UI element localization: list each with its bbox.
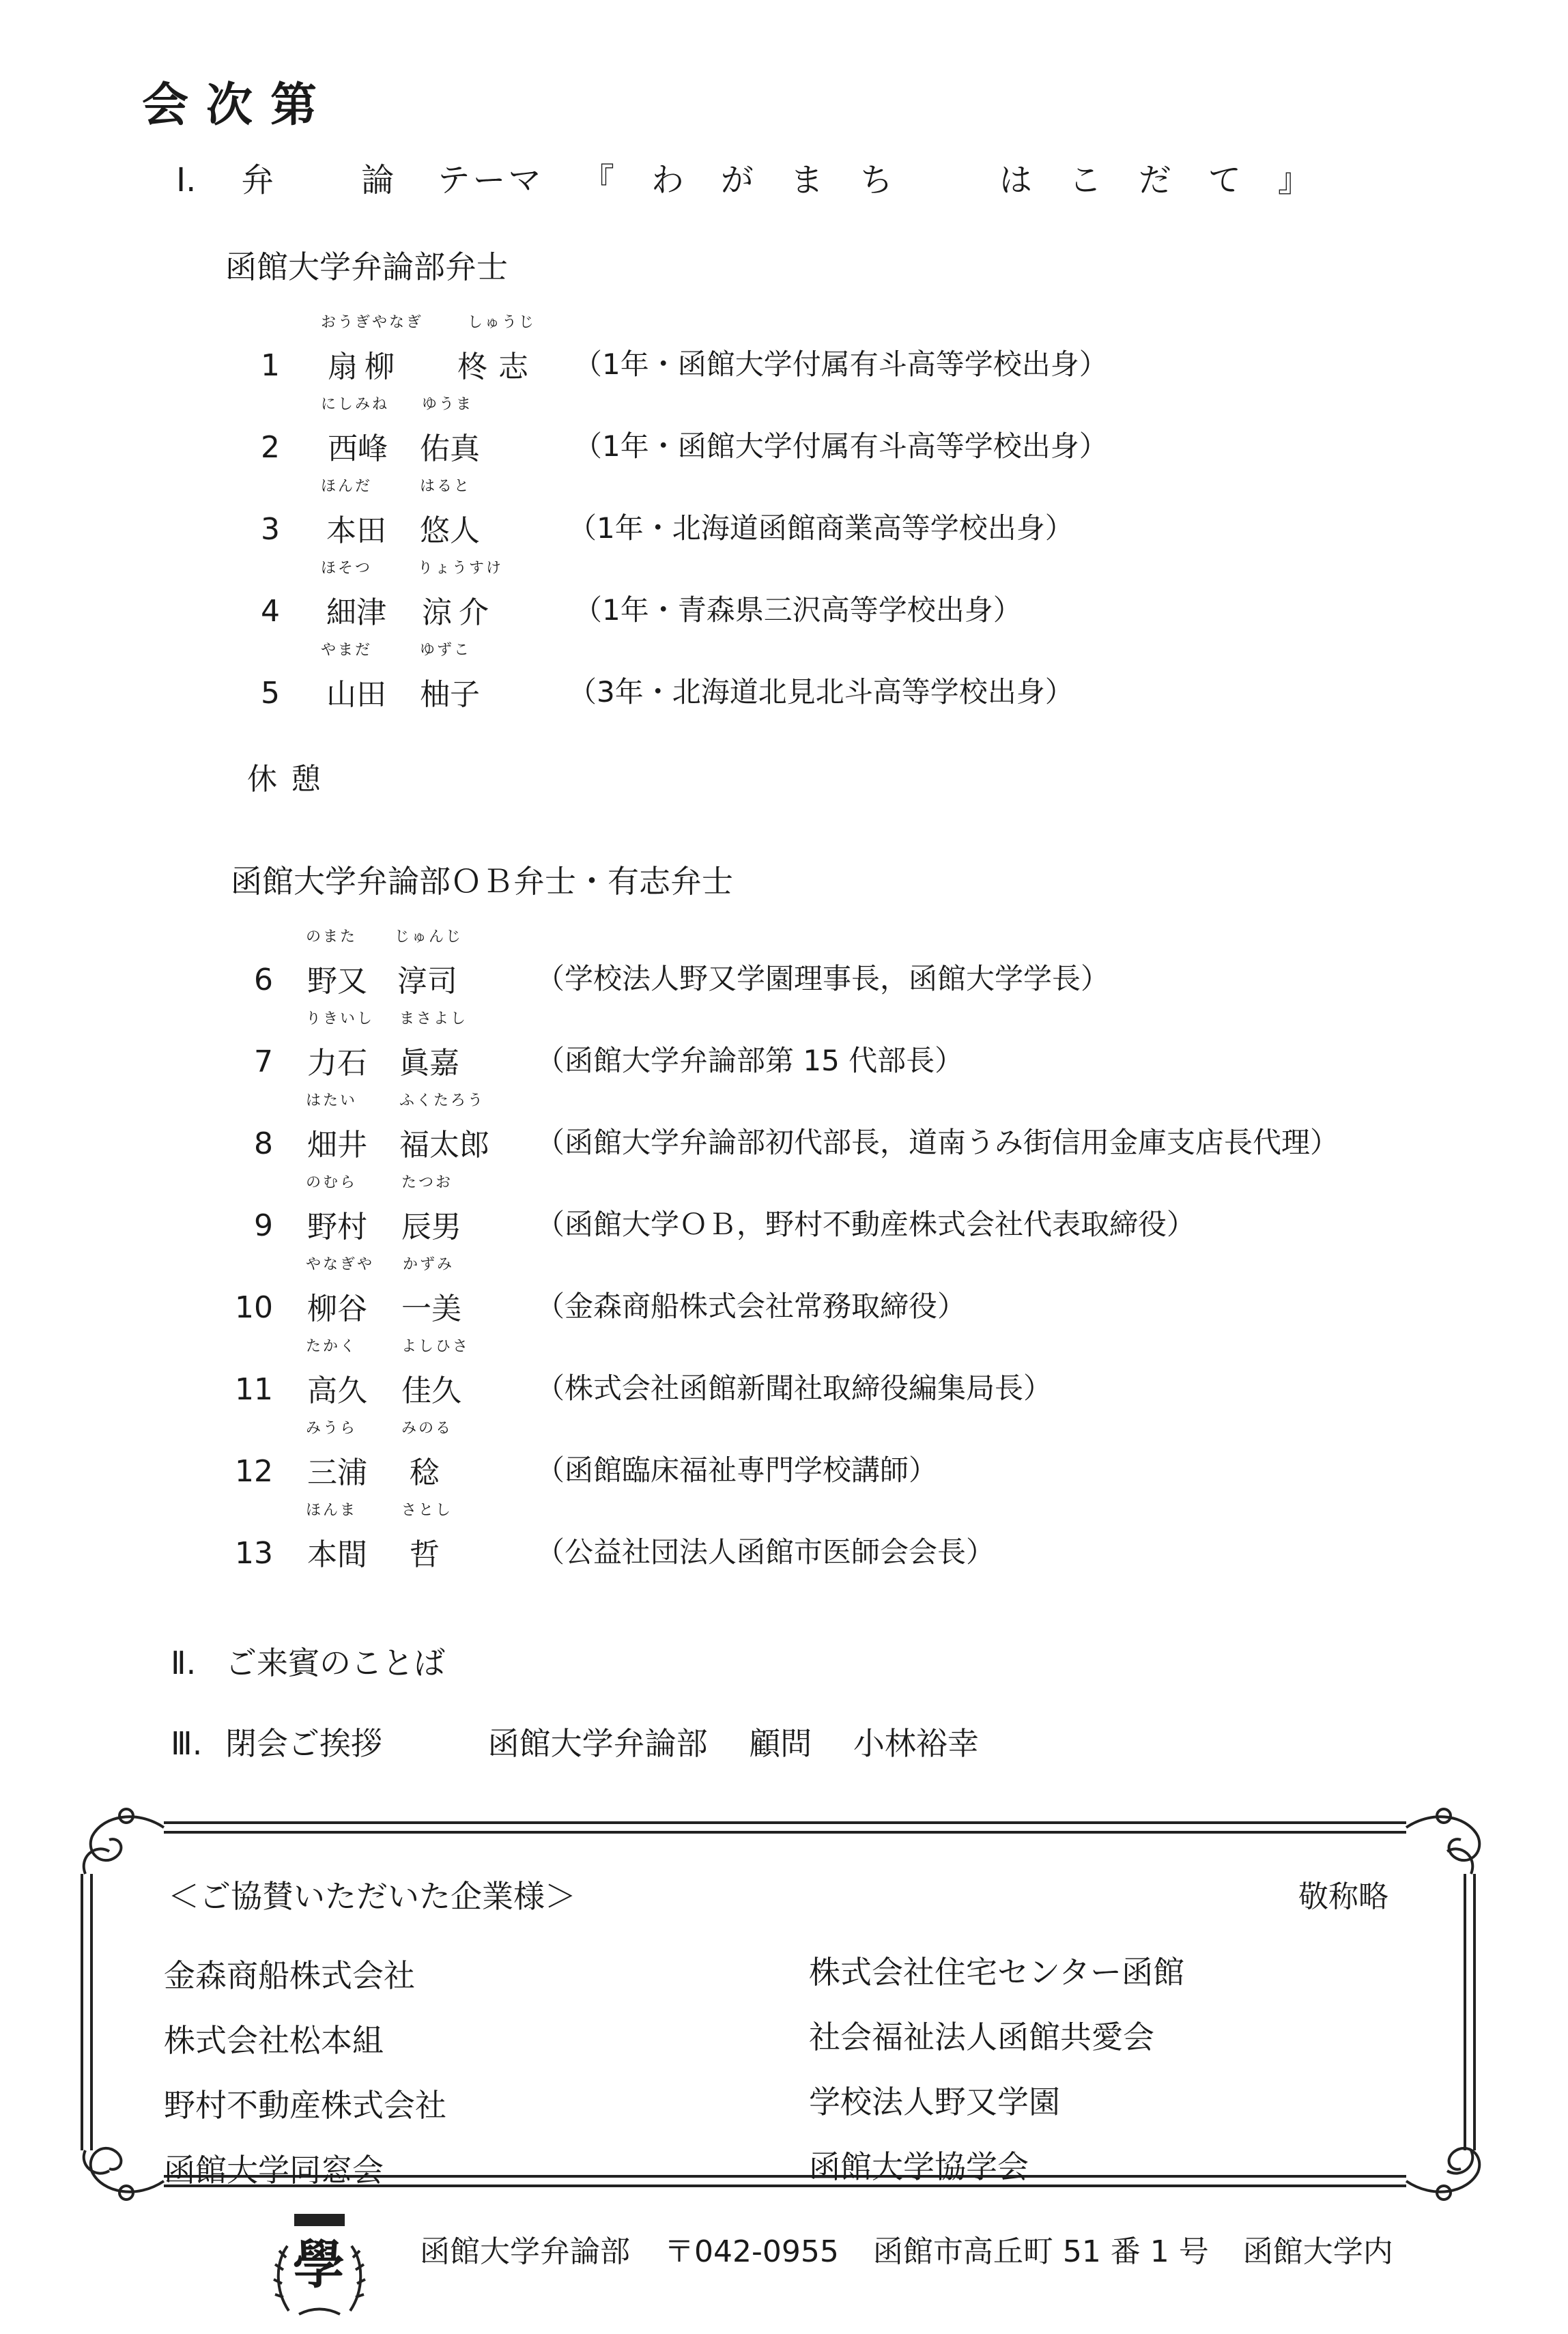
speaker-number: 10 [235, 1290, 273, 1325]
sponsor-item: 函館大学同窓会 [164, 2152, 384, 2189]
speaker-ruby-given: ふくたろう [399, 1092, 485, 1109]
speaker-surname: 畑井 [307, 1128, 367, 1163]
speaker-number: 7 [254, 1044, 273, 1079]
speaker-note: （1年・青森県三沢高等学校出身） [573, 593, 1022, 627]
speaker-ruby-surname: のむら [306, 1174, 358, 1191]
speaker-number: 4 [261, 594, 280, 629]
speaker-given: 柊志 [457, 350, 539, 384]
speaker-ruby-surname: はたい [306, 1092, 358, 1109]
speaker-number: 9 [254, 1208, 273, 1243]
speaker-given: 佳久 [401, 1374, 461, 1408]
speaker-ruby-given: ゆうま [422, 396, 474, 413]
theme-quote: 『わがまち はこだて』 [581, 161, 1348, 199]
speaker-surname: 野村 [307, 1210, 367, 1244]
group1-title: 函館大学弁論部弁士 [225, 248, 508, 285]
section1-numeral: Ⅰ. [176, 161, 197, 199]
speaker-given: 悠人 [420, 513, 480, 548]
speaker-surname: 柳谷 [307, 1292, 367, 1326]
speaker-note: （公益社団法人函館市医師会会長） [536, 1535, 995, 1569]
speaker-ruby-given: よしひさ [401, 1338, 470, 1355]
speaker-surname: 扇柳 [328, 350, 401, 384]
speaker-ruby-given: まさよし [399, 1010, 468, 1027]
speaker-number: 8 [254, 1126, 273, 1161]
section3-numeral: Ⅲ. [171, 1725, 203, 1762]
speaker-given: 淳司 [397, 964, 457, 999]
speaker-note: （学校法人野又学園理事長，函館大学学長） [536, 962, 1110, 995]
speaker-surname: 高久 [307, 1374, 367, 1408]
sponsors-header: ＜ご協賛いただいた企業様＞ [168, 1878, 576, 1915]
speaker-surname: 本間 [307, 1537, 367, 1572]
speaker-given: 佑真 [420, 431, 480, 466]
section1-label: 弁 論 [241, 161, 422, 199]
speaker-ruby-given: さとし [401, 1502, 453, 1519]
speaker-note: （株式会社函館新聞社取締役編集局長） [536, 1371, 1053, 1405]
sponsor-item: 金森商船株式会社 [164, 1957, 415, 1994]
speaker-ruby-surname: やなぎや [306, 1256, 375, 1273]
speaker-given: 涼介 [422, 595, 496, 630]
speaker-note: （1年・函館大学付属有斗高等学校出身） [573, 429, 1108, 463]
speaker-ruby-given: たつお [401, 1174, 453, 1191]
speaker-number: 13 [235, 1536, 273, 1571]
speaker-surname: 野又 [307, 964, 367, 999]
speaker-note: （函館臨床福祉専門学校講師） [536, 1453, 938, 1487]
speaker-ruby-surname: ほんま [306, 1502, 358, 1519]
speaker-number: 12 [235, 1454, 273, 1489]
speaker-ruby-given: りょうすけ [418, 560, 504, 577]
speaker-number: 6 [254, 963, 273, 997]
emblem-mark: 學 [293, 2234, 345, 2295]
speaker-number: 3 [261, 512, 280, 547]
speaker-surname: 三浦 [307, 1455, 367, 1490]
footer-postal: 〒042-0955 [664, 2234, 839, 2269]
section3-label: 閉会ご挨拶 [225, 1725, 382, 1762]
speaker-given: 一美 [401, 1292, 461, 1326]
sponsor-item: 社会福祉法人函館共愛会 [809, 2019, 1154, 2055]
speaker-ruby-surname: たかく [306, 1338, 358, 1355]
speaker-number: 1 [261, 348, 280, 383]
speaker-surname: 本田 [326, 513, 386, 548]
section3-org: 函館大学弁論部 [487, 1725, 708, 1762]
speaker-ruby-given: はると [420, 478, 472, 495]
sponsor-item: 学校法人野又学園 [809, 2083, 1060, 2120]
speaker-note: （函館大学ＯＢ，野村不動産株式会社代表取締役） [536, 1208, 1196, 1241]
sponsor-item: 野村不動産株式会社 [164, 2087, 446, 2124]
university-emblem [268, 2208, 371, 2321]
speaker-number: 11 [235, 1372, 273, 1407]
speaker-ruby-surname: ほそつ [321, 560, 373, 577]
speaker-surname: 西峰 [328, 431, 388, 466]
speaker-ruby-surname: りきいし [306, 1010, 375, 1027]
speaker-surname: 細津 [326, 595, 386, 630]
group2-title: 函館大学弁論部ＯＢ弁士・有志弁士 [231, 863, 733, 900]
speaker-ruby-surname: のまた [306, 928, 358, 945]
speaker-given: 稔 [410, 1455, 440, 1490]
speaker-given: 眞嘉 [399, 1046, 459, 1081]
speaker-given: 福太郎 [399, 1128, 489, 1163]
footer-org: 函館大学弁論部 [420, 2234, 630, 2269]
speaker-surname: 力石 [307, 1046, 367, 1081]
speaker-ruby-surname: やまだ [321, 642, 373, 659]
speaker-note: （3年・北海道北見北斗高等学校出身） [568, 675, 1074, 709]
honorific-note: 敬称略 [1298, 1879, 1388, 1914]
speaker-note: （函館大学弁論部初代部長，道南うみ街信用金庫支店長代理） [536, 1126, 1339, 1159]
footer-location: 函館大学内 [1242, 2234, 1393, 2269]
footer-address [420, 2227, 1393, 2271]
section3-role: 顧問 [749, 1725, 812, 1762]
speaker-ruby-surname: にしみね [321, 396, 390, 413]
sponsor-item: 函館大学協学会 [809, 2148, 1029, 2185]
speaker-number: 2 [261, 430, 280, 465]
speaker-ruby-given: しゅうじ [468, 314, 537, 331]
speaker-note: （函館大学弁論部第 15 代部長） [536, 1044, 964, 1077]
speaker-note: （1年・函館大学付属有斗高等学校出身） [573, 347, 1108, 381]
speaker-ruby-given: じゅんじ [395, 928, 464, 945]
speaker-given: 辰男 [401, 1210, 461, 1244]
footer-street: 函館市高丘町 51 番 1 号 [872, 2234, 1209, 2269]
speaker-given: 柚子 [420, 677, 480, 712]
theme-label: テーマ [437, 161, 544, 199]
speaker-note: （金森商船株式会社常務取締役） [536, 1290, 967, 1323]
speaker-note: （1年・北海道函館商業高等学校出身） [568, 511, 1074, 545]
speaker-ruby-given: かずみ [403, 1256, 455, 1273]
sponsor-item: 株式会社住宅センター函館 [809, 1954, 1185, 1991]
speaker-number: 5 [261, 676, 280, 711]
section3-name: 小林裕幸 [853, 1725, 979, 1762]
page-title: 会次第 [142, 79, 335, 132]
speaker-ruby-surname: おうぎやなぎ [321, 314, 424, 331]
break-label: 休憩 [247, 762, 334, 797]
speaker-ruby-surname: みうら [306, 1420, 358, 1437]
speaker-ruby-surname: ほんだ [321, 478, 373, 495]
speaker-ruby-given: ゆずこ [420, 642, 472, 659]
sponsor-item: 株式会社松本組 [164, 2022, 384, 2059]
section2-label: ご来賓のことば [225, 1645, 445, 1681]
speaker-ruby-given: みのる [401, 1420, 453, 1437]
section2-numeral: Ⅱ. [171, 1645, 197, 1681]
speaker-given: 哲 [410, 1537, 440, 1572]
speaker-surname: 山田 [326, 677, 386, 712]
